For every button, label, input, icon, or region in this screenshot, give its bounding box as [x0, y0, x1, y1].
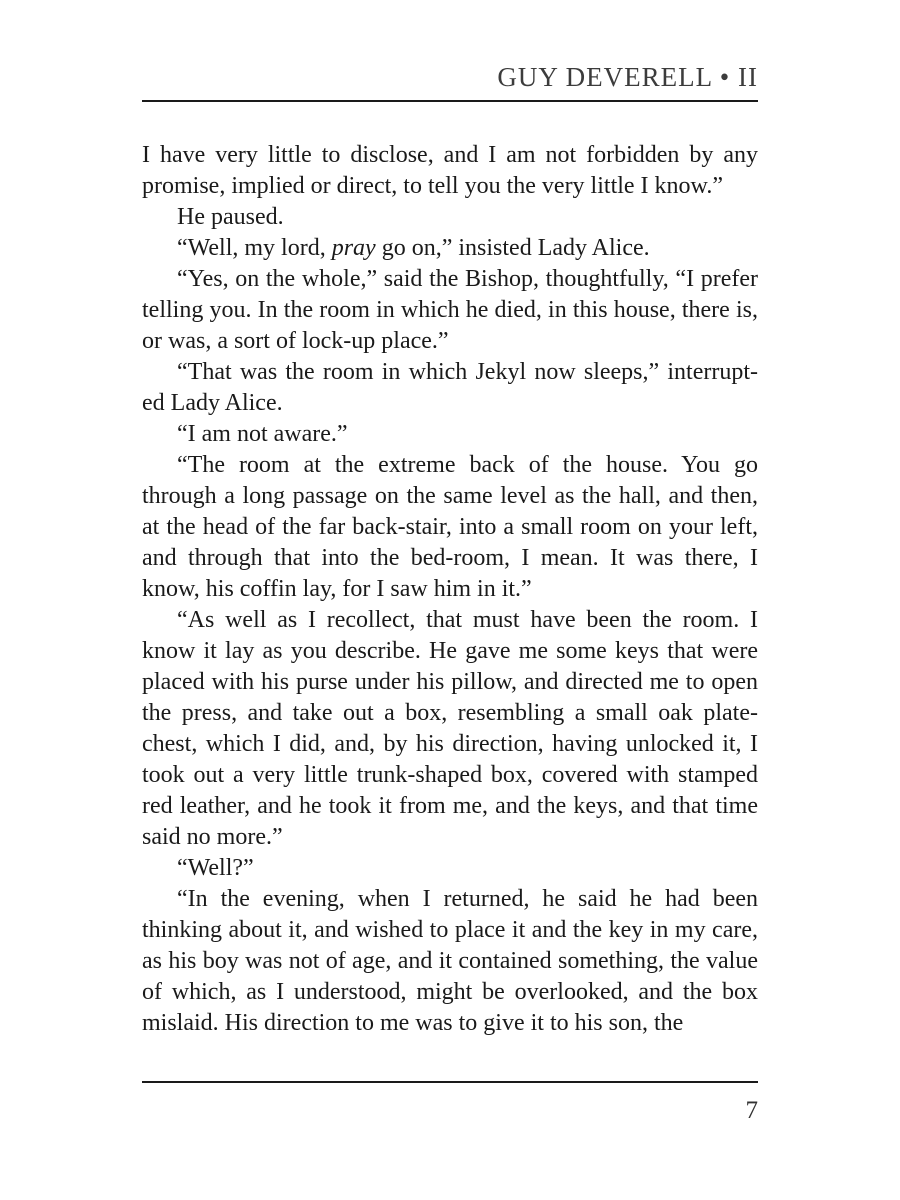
paragraph: “Well?” — [177, 855, 254, 881]
running-head: GUY DEVERELL • II — [497, 62, 758, 92]
paragraph: He paused. — [177, 204, 284, 230]
paragraph: “In the evening, when I returned, he said he had been thinking about it, and wished to place it and the key in my care, as his boy was not of age, and it contained something, the value of which, as I understood, might be overlooked, and the box mislaid. His direction to me was to give it to his son, the — [142, 886, 758, 1036]
paragraph: “I am not aware.” — [177, 421, 348, 447]
header-rule — [142, 100, 758, 102]
paragraph: “As well as I recollect, that must have been the room. I know it lay as you describe. He gave me some keys that were placed with his purse under his pillow, and directed me to open the press, and take out a box, resembling a small oak plate-chest, which I did, and, by his direction, having unlocked it, I took out a very little trunk-shaped box, covered with stamped red leather, and he took it from me, and the keys, and that time said no more.” — [142, 607, 758, 850]
paragraph — [142, 233, 758, 264]
emphasis-text: pray — [331, 235, 376, 261]
footer-rule — [142, 1081, 758, 1083]
page-number: 7 — [745, 1097, 758, 1124]
paragraph: I have very little to disclose, and I am not forbidden by any promise, implied or direct, to tell you the very little I know.” — [142, 142, 758, 199]
paragraph-text: “Well, my lord, — [177, 235, 332, 261]
paragraph: “The room at the extreme back of the house. You go through a long passage on the same level as the hall, and then, at the head of the far back-stair, into a small room on your left, and through that into the bed-room, I mean. It was there, I know, his coffin lay, for I saw him in it.” — [142, 452, 758, 602]
paragraph-text: go on,” insisted Lady Alice. — [375, 235, 650, 261]
page-body — [142, 140, 758, 1039]
paragraph: “Yes, on the whole,” said the Bishop, thoughtfully, “I prefer telling you. In the room in which he died, in this house, there is, or was, a sort of lock-up place.” — [142, 266, 758, 354]
paragraph: “That was the room in which Jekyl now sleeps,” interrupt-ed Lady Alice. — [142, 359, 758, 416]
